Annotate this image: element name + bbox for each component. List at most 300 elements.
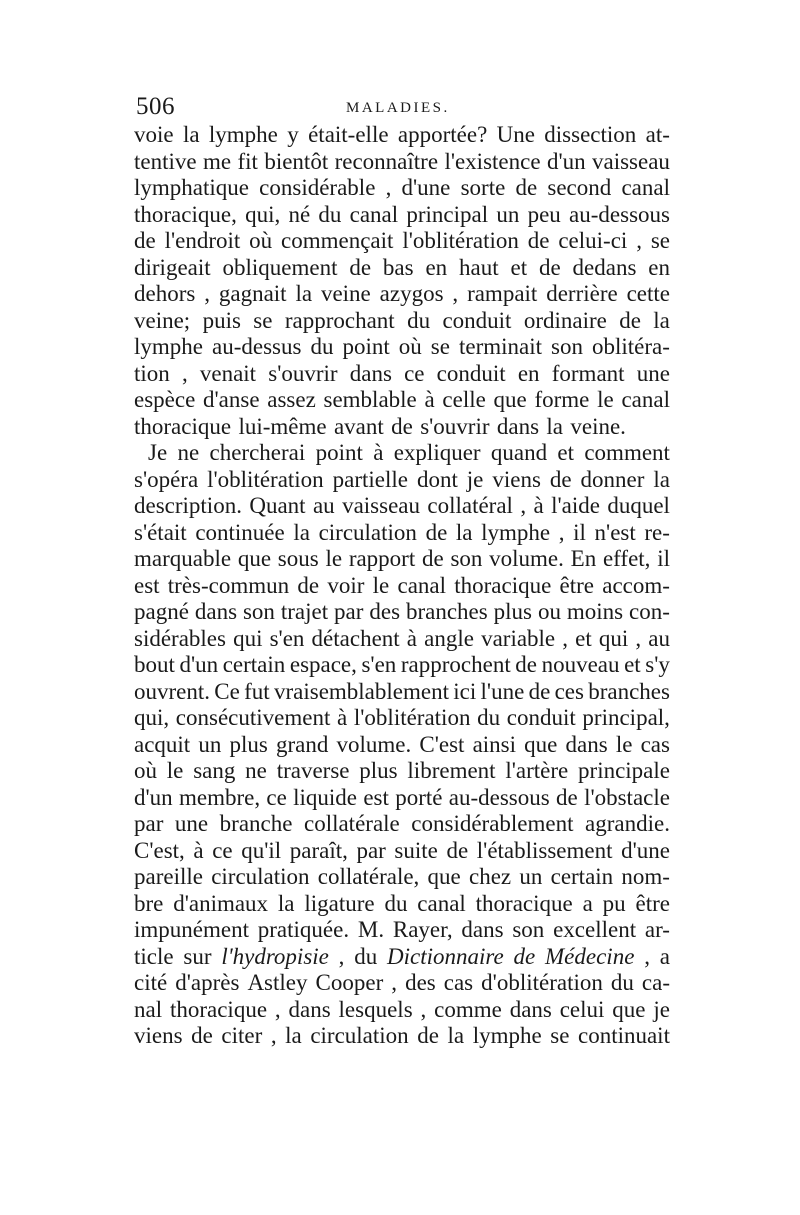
word: vaisseau bbox=[342, 493, 420, 518]
word: plus bbox=[229, 731, 268, 757]
word: ouvrent. bbox=[134, 678, 211, 704]
word: principal, bbox=[582, 705, 670, 730]
word: circulation bbox=[318, 519, 417, 545]
word: la bbox=[293, 519, 310, 545]
page-number: 506 bbox=[136, 93, 175, 120]
text-line bbox=[134, 599, 670, 626]
word: la bbox=[295, 281, 313, 306]
word: espace, bbox=[289, 652, 357, 677]
word: conduit bbox=[436, 360, 506, 386]
word: plus bbox=[493, 599, 532, 624]
word: de bbox=[528, 678, 551, 704]
word: , bbox=[520, 493, 527, 518]
word: cette bbox=[626, 281, 670, 306]
word: d'un bbox=[134, 784, 173, 810]
text-line bbox=[134, 228, 670, 255]
word: pu bbox=[602, 890, 626, 916]
word: rapprochent bbox=[400, 652, 511, 677]
word: considérable bbox=[259, 175, 376, 200]
word: de bbox=[421, 546, 444, 571]
word: Cooper bbox=[315, 970, 384, 995]
word: en bbox=[648, 254, 670, 280]
word: rapprochant bbox=[284, 307, 395, 333]
word: se bbox=[253, 307, 273, 333]
word: la bbox=[182, 122, 200, 147]
word: son bbox=[450, 546, 483, 571]
word: né bbox=[288, 201, 311, 227]
word: reconnaître bbox=[334, 148, 439, 174]
word: le bbox=[597, 387, 614, 412]
word: dans bbox=[496, 413, 540, 439]
word: apportée? bbox=[397, 122, 488, 147]
text-line bbox=[134, 573, 670, 600]
word: re- bbox=[644, 519, 670, 545]
word: s'en bbox=[269, 625, 305, 651]
text-line bbox=[134, 652, 670, 679]
word: dans bbox=[565, 731, 608, 757]
word: dans bbox=[461, 917, 504, 942]
word: , bbox=[204, 281, 210, 306]
word: au-dessous bbox=[448, 784, 550, 810]
word: angle bbox=[424, 625, 474, 651]
word: tentive bbox=[134, 148, 197, 174]
word: fut bbox=[244, 678, 270, 704]
word: forme bbox=[534, 387, 590, 412]
word: l'artère bbox=[505, 758, 569, 783]
word: au bbox=[648, 625, 670, 651]
text-line bbox=[134, 440, 670, 467]
word: description. bbox=[134, 493, 242, 518]
word: , bbox=[391, 970, 398, 995]
word: volume. bbox=[336, 731, 412, 757]
word: la bbox=[653, 307, 670, 333]
word: conduit bbox=[506, 705, 576, 730]
word: gagnait bbox=[218, 281, 287, 306]
word: se bbox=[430, 334, 450, 359]
word: venait bbox=[199, 360, 257, 386]
word: la bbox=[455, 519, 473, 545]
word: lymphe bbox=[134, 334, 203, 359]
word: consécutivement bbox=[175, 705, 331, 730]
word: lymphe bbox=[481, 519, 551, 545]
word: second bbox=[547, 175, 612, 200]
word: est bbox=[134, 572, 160, 598]
word: s'ouvrir bbox=[268, 360, 338, 386]
text-line bbox=[134, 334, 670, 361]
word: s'opéra bbox=[134, 466, 199, 492]
word: le bbox=[615, 731, 633, 757]
word: certain bbox=[222, 652, 286, 677]
word: des bbox=[369, 599, 401, 624]
word: et bbox=[510, 254, 528, 280]
text-line bbox=[134, 202, 670, 229]
word: me bbox=[202, 148, 232, 174]
word: variable bbox=[481, 625, 556, 651]
word: librement bbox=[407, 758, 496, 783]
word: lymphatique bbox=[134, 175, 249, 200]
word: l'obstacle bbox=[584, 784, 670, 810]
text-line bbox=[134, 308, 670, 335]
word: de bbox=[446, 837, 469, 863]
word: le bbox=[372, 572, 390, 598]
text-line bbox=[134, 917, 670, 944]
word: accom- bbox=[602, 572, 670, 598]
word: derrière bbox=[546, 281, 618, 306]
word: sur bbox=[183, 943, 212, 969]
word: C'est bbox=[419, 731, 465, 757]
word: moins bbox=[566, 599, 624, 624]
word: l'hydropisie bbox=[221, 943, 329, 969]
word: Médecine bbox=[545, 943, 635, 969]
word: où bbox=[398, 334, 422, 359]
word: lesquels bbox=[338, 996, 413, 1022]
word: ligature bbox=[304, 890, 375, 916]
word: Une bbox=[496, 122, 535, 147]
word: de bbox=[391, 413, 413, 439]
word: d'une bbox=[621, 837, 670, 863]
word: son bbox=[551, 334, 583, 359]
word: son bbox=[512, 917, 545, 942]
word: son bbox=[242, 599, 275, 624]
word: viens bbox=[492, 466, 541, 492]
word: du bbox=[407, 307, 431, 333]
word: la bbox=[546, 413, 563, 439]
word: l'endroit bbox=[164, 228, 241, 253]
word: d'un bbox=[179, 652, 219, 677]
word: chercherai bbox=[209, 440, 306, 465]
word: ne bbox=[177, 440, 200, 465]
word: voie bbox=[134, 122, 174, 147]
word: principal bbox=[406, 201, 489, 227]
text-line bbox=[134, 944, 670, 971]
word: de bbox=[134, 228, 156, 253]
word: de bbox=[619, 307, 641, 333]
word: que bbox=[612, 996, 646, 1022]
word: expliquer bbox=[393, 440, 481, 465]
word: de bbox=[349, 254, 372, 280]
word: , bbox=[635, 625, 642, 651]
word: bas bbox=[382, 254, 414, 280]
word: à bbox=[406, 625, 418, 651]
word: Rayer, bbox=[392, 917, 453, 942]
word: branches bbox=[588, 678, 670, 704]
word: où bbox=[134, 758, 157, 783]
text-line bbox=[134, 361, 670, 388]
word: thoracique bbox=[454, 572, 552, 598]
word: , bbox=[338, 943, 345, 969]
word: à bbox=[533, 493, 544, 518]
word: d'après bbox=[175, 970, 240, 995]
word: que bbox=[524, 731, 558, 757]
text-line bbox=[134, 970, 670, 997]
word: de bbox=[527, 228, 550, 253]
word: qu'il bbox=[241, 837, 282, 863]
word: il bbox=[573, 519, 586, 545]
running-title: MALADIES. bbox=[346, 100, 450, 116]
word: où bbox=[249, 228, 273, 253]
word: , bbox=[385, 175, 392, 200]
text-line bbox=[134, 679, 670, 706]
word: qui bbox=[598, 625, 629, 651]
word: donner bbox=[580, 466, 645, 492]
word: viens bbox=[134, 1023, 183, 1048]
word: l'aide bbox=[551, 493, 600, 518]
word: d'anse bbox=[203, 387, 260, 412]
word: cité bbox=[134, 970, 168, 995]
word: at- bbox=[645, 122, 670, 147]
word: en bbox=[517, 360, 540, 386]
word: bientôt bbox=[264, 148, 329, 174]
text-line bbox=[134, 493, 670, 520]
word: s'en bbox=[361, 652, 397, 677]
word: je bbox=[653, 996, 670, 1022]
text-line bbox=[134, 811, 670, 838]
word: nal bbox=[134, 996, 163, 1022]
word: circulation bbox=[211, 864, 310, 889]
word: citer bbox=[221, 1023, 263, 1048]
word: considérablement bbox=[411, 811, 574, 836]
word: conduit bbox=[442, 307, 512, 333]
text-line bbox=[134, 281, 670, 308]
word: , bbox=[270, 1023, 277, 1048]
word: ici bbox=[453, 678, 477, 704]
word: dirigeait bbox=[134, 254, 211, 280]
word: agrandie. bbox=[585, 811, 670, 836]
word: tion bbox=[134, 360, 170, 386]
word: rapport bbox=[348, 546, 416, 571]
word: du bbox=[384, 890, 408, 916]
word: un bbox=[198, 731, 222, 757]
word: sorte bbox=[460, 175, 506, 200]
word: pagné bbox=[134, 599, 189, 624]
word: commençait bbox=[281, 228, 394, 253]
word: que bbox=[493, 387, 527, 412]
word: le bbox=[325, 546, 343, 571]
text-line bbox=[134, 838, 670, 865]
word: vaisseau bbox=[591, 148, 670, 174]
word: être bbox=[635, 890, 670, 916]
text-line bbox=[134, 414, 670, 441]
word: du bbox=[310, 334, 334, 359]
word: obliquement bbox=[222, 254, 338, 280]
text-line bbox=[134, 122, 670, 149]
word: qui bbox=[233, 625, 263, 651]
word: du bbox=[318, 201, 342, 227]
word: est bbox=[363, 784, 389, 810]
word: quand bbox=[490, 440, 548, 465]
word: une bbox=[174, 811, 209, 836]
word: thoracique bbox=[134, 413, 232, 439]
word: thoracique bbox=[169, 996, 268, 1022]
word: lui-même bbox=[238, 413, 327, 439]
word: de bbox=[556, 784, 578, 810]
text-line bbox=[134, 705, 670, 732]
word: ar- bbox=[644, 917, 670, 942]
word: , bbox=[636, 228, 642, 253]
text-line bbox=[134, 891, 670, 918]
word: dehors bbox=[134, 281, 196, 306]
word: qui, bbox=[245, 201, 281, 227]
word: comment bbox=[584, 440, 670, 465]
word: sang bbox=[193, 758, 236, 783]
word: du bbox=[354, 943, 378, 969]
word: à bbox=[373, 440, 384, 465]
word: vraisemblablement bbox=[273, 678, 449, 704]
word: l'oblitération bbox=[402, 228, 519, 253]
word: ainsi bbox=[472, 731, 517, 757]
word: d'une bbox=[401, 175, 451, 200]
word: de bbox=[513, 943, 536, 969]
word: se bbox=[650, 228, 670, 253]
word: qui, bbox=[134, 705, 170, 730]
word: ce bbox=[404, 360, 425, 386]
text-line bbox=[134, 255, 670, 282]
word: dans bbox=[509, 996, 552, 1022]
word: certain bbox=[550, 864, 614, 889]
word: continuait bbox=[577, 1023, 670, 1048]
word: l'existence bbox=[444, 148, 541, 174]
word: la bbox=[653, 466, 670, 492]
word: lymphe bbox=[208, 122, 278, 147]
word: liquide bbox=[293, 784, 358, 810]
word: , bbox=[562, 625, 569, 651]
word: la bbox=[447, 1023, 465, 1048]
word: de bbox=[425, 519, 448, 545]
word: paraît, bbox=[289, 837, 348, 863]
word: formant bbox=[551, 360, 625, 386]
word: plus bbox=[359, 758, 398, 783]
word: partielle bbox=[332, 466, 408, 492]
word: dedans bbox=[572, 254, 637, 280]
word: con- bbox=[629, 599, 670, 624]
word: un bbox=[496, 201, 520, 227]
word: cas bbox=[443, 970, 474, 995]
word: canal bbox=[621, 387, 670, 412]
word: canal bbox=[621, 175, 670, 200]
word: celui-ci bbox=[558, 228, 628, 253]
word: thoracique bbox=[475, 890, 573, 916]
word: point bbox=[315, 440, 363, 465]
word: effet, bbox=[602, 546, 651, 571]
word: continuée bbox=[195, 519, 285, 545]
word: la bbox=[277, 890, 295, 916]
word: trajet bbox=[280, 599, 329, 624]
word: membre, bbox=[178, 784, 261, 810]
word: azygos bbox=[379, 281, 444, 306]
word: , bbox=[558, 519, 565, 545]
word: haut bbox=[459, 254, 499, 280]
word: un bbox=[519, 864, 543, 889]
word: à bbox=[193, 837, 204, 863]
word: , bbox=[452, 281, 459, 306]
word: rampait bbox=[467, 281, 538, 306]
word: pareille bbox=[134, 864, 203, 889]
body-text bbox=[134, 122, 670, 1050]
word: suite bbox=[394, 837, 438, 863]
text-line bbox=[134, 864, 670, 891]
word: assez bbox=[267, 387, 316, 412]
text-line bbox=[134, 546, 670, 573]
word: une bbox=[636, 360, 670, 386]
word: fit bbox=[237, 148, 258, 174]
word: au-dessous bbox=[569, 201, 670, 227]
word: n'est bbox=[594, 519, 636, 545]
word: point bbox=[342, 334, 390, 359]
word: ces bbox=[554, 678, 584, 704]
word: de bbox=[191, 1023, 213, 1048]
word: marquable bbox=[134, 546, 232, 571]
text-line bbox=[134, 175, 670, 202]
word: s'était bbox=[134, 519, 187, 545]
word: dissection bbox=[544, 122, 637, 147]
text-line bbox=[134, 626, 670, 653]
word: collatérale, bbox=[317, 864, 420, 889]
word: sidérables bbox=[134, 625, 226, 651]
word: Ce bbox=[214, 678, 240, 704]
word: puis bbox=[202, 307, 241, 333]
word: Quant bbox=[249, 493, 306, 518]
word: que bbox=[237, 546, 272, 571]
word: comme bbox=[434, 996, 502, 1022]
word: ce bbox=[266, 784, 287, 810]
word: porté bbox=[395, 784, 443, 810]
word: En bbox=[570, 546, 597, 571]
word: nom- bbox=[621, 864, 670, 889]
word: de bbox=[515, 175, 538, 200]
word: dans bbox=[288, 996, 331, 1022]
word: que bbox=[427, 864, 461, 889]
word: , bbox=[644, 943, 650, 969]
word: cas bbox=[640, 731, 670, 757]
word: Dictionnaire bbox=[387, 943, 504, 969]
word: semblable bbox=[323, 387, 417, 412]
word: par bbox=[134, 811, 164, 836]
word: , bbox=[181, 360, 188, 386]
word: d'animaux bbox=[173, 890, 269, 916]
word: de bbox=[538, 254, 561, 280]
word: de bbox=[417, 1023, 439, 1048]
word: dans bbox=[194, 599, 238, 624]
word: y bbox=[287, 122, 299, 147]
text-line bbox=[134, 732, 670, 759]
word: et bbox=[575, 625, 592, 651]
word: le bbox=[166, 758, 184, 783]
word: la bbox=[285, 1023, 302, 1048]
word: l'une bbox=[480, 678, 525, 704]
word: des bbox=[405, 970, 436, 995]
word: au bbox=[312, 493, 335, 518]
word: l'oblitération bbox=[207, 466, 324, 492]
word: l'établissement bbox=[476, 837, 613, 863]
word: se bbox=[550, 1023, 570, 1048]
word: d'oblitération bbox=[481, 970, 603, 995]
word: , bbox=[274, 996, 281, 1022]
word: grand bbox=[275, 731, 329, 757]
word: volume. bbox=[489, 546, 564, 571]
text-line bbox=[134, 387, 670, 414]
word: espèce bbox=[134, 387, 196, 412]
word: de bbox=[515, 652, 538, 677]
word: être bbox=[559, 572, 595, 598]
word: lymphe bbox=[472, 1023, 542, 1048]
text-line bbox=[134, 467, 670, 494]
word: principale bbox=[578, 758, 670, 783]
word: de bbox=[549, 466, 572, 492]
word: nouveau bbox=[541, 652, 620, 677]
word: du bbox=[477, 705, 501, 730]
word: branche bbox=[219, 811, 293, 836]
word: branches bbox=[405, 599, 488, 624]
